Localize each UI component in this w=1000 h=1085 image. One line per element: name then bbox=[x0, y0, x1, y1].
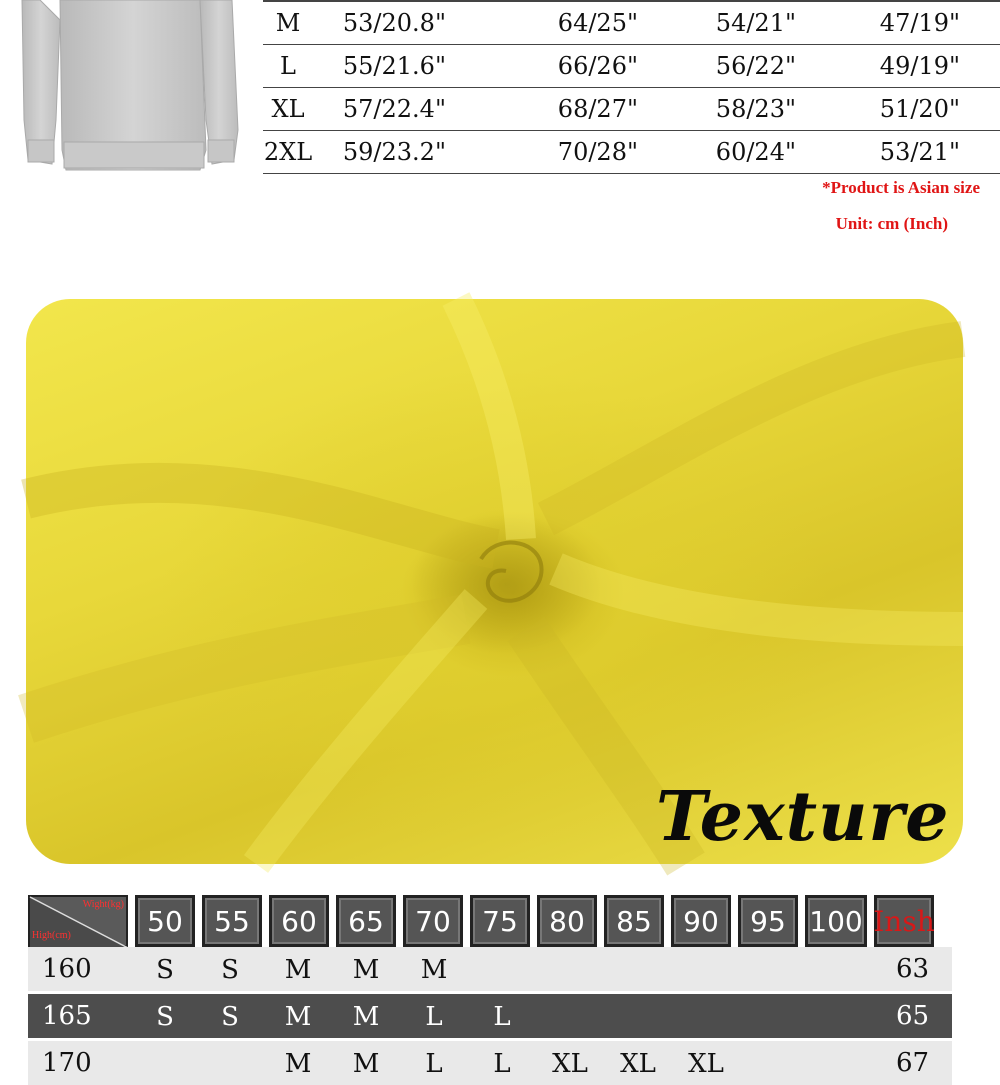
recommendation-row bbox=[28, 994, 952, 1038]
size-cell: M bbox=[284, 1049, 312, 1079]
size-cell: M bbox=[352, 955, 380, 985]
size-cell: XL bbox=[688, 1049, 724, 1079]
corner-diagonal-cell bbox=[28, 895, 128, 947]
measurement-cell: 66/26" bbox=[557, 52, 638, 80]
recommendation-row bbox=[28, 1041, 952, 1085]
weight-header-cell: 60 bbox=[269, 895, 329, 947]
inch-header-cell: Insh bbox=[874, 895, 934, 947]
weight-axis-label: Wight(kg) bbox=[82, 899, 124, 910]
size-cell: L bbox=[493, 1002, 511, 1032]
size-cell: L bbox=[425, 1002, 443, 1032]
fabric-texture-photo bbox=[26, 299, 963, 864]
weight-header-cell: 75 bbox=[470, 895, 530, 947]
height-cell: 160 bbox=[42, 954, 92, 984]
measurement-cell: 54/21" bbox=[715, 9, 796, 37]
recommendation-row bbox=[28, 947, 952, 991]
size-row bbox=[263, 131, 1000, 174]
size-row bbox=[263, 2, 1000, 45]
weight-header-cell: 90 bbox=[671, 895, 731, 947]
inch-cell: 67 bbox=[896, 1048, 930, 1078]
weight-header-cell: 80 bbox=[537, 895, 597, 947]
weight-header-cell: 70 bbox=[403, 895, 463, 947]
unit-note: Unit: cm (Inch) bbox=[835, 214, 948, 233]
measurement-cell: 49/19" bbox=[879, 52, 960, 80]
size-label: M bbox=[275, 9, 301, 37]
size-cell: XL bbox=[620, 1049, 656, 1079]
height-cell: 165 bbox=[42, 1001, 92, 1031]
size-cell: S bbox=[221, 1002, 239, 1032]
size-cell: M bbox=[352, 1002, 380, 1032]
measurement-cell: 64/25" bbox=[557, 9, 638, 37]
weight-header-cell: 55 bbox=[202, 895, 262, 947]
weight-header-cell: 100 bbox=[805, 895, 867, 947]
measurement-cell: 70/28" bbox=[557, 138, 638, 166]
measurement-cell: 57/22.4" bbox=[342, 95, 446, 123]
measurement-cell: 58/23" bbox=[715, 95, 796, 123]
inch-cell: 63 bbox=[896, 954, 930, 984]
measurement-cell: 68/27" bbox=[557, 95, 638, 123]
weight-header-cell: 85 bbox=[604, 895, 664, 947]
size-label: 2XL bbox=[263, 138, 313, 166]
measurement-cell: 55/21.6" bbox=[342, 52, 446, 80]
inch-cell: 65 bbox=[896, 1001, 930, 1031]
size-label: L bbox=[280, 52, 296, 80]
size-cell: L bbox=[493, 1049, 511, 1079]
measurement-cell: 59/23.2" bbox=[342, 138, 446, 166]
size-cell: XL bbox=[552, 1049, 588, 1079]
size-chart-table bbox=[263, 0, 1000, 174]
size-cell: S bbox=[156, 1002, 174, 1032]
size-cell: M bbox=[352, 1049, 380, 1079]
weight-header-cell: 95 bbox=[738, 895, 798, 947]
size-cell: S bbox=[221, 955, 239, 985]
measurement-cell: 51/20" bbox=[879, 95, 960, 123]
size-cell: L bbox=[425, 1049, 443, 1079]
weight-header-cell: 50 bbox=[135, 895, 195, 947]
size-cell: M bbox=[284, 955, 312, 985]
asian-size-note: *Product is Asian size bbox=[822, 178, 980, 197]
size-cell: S bbox=[156, 955, 174, 985]
size-cell: M bbox=[284, 1002, 312, 1032]
measurement-cell: 53/21" bbox=[879, 138, 960, 166]
size-row bbox=[263, 88, 1000, 131]
size-cell: M bbox=[420, 955, 448, 985]
sweatshirt-image bbox=[0, 0, 250, 172]
weight-header-row bbox=[28, 895, 934, 947]
height-cell: 170 bbox=[42, 1048, 92, 1078]
size-label: XL bbox=[271, 95, 305, 123]
measurement-cell: 53/20.8" bbox=[342, 9, 446, 37]
weight-header-cell: 65 bbox=[336, 895, 396, 947]
size-row bbox=[263, 45, 1000, 88]
measurement-cell: 56/22" bbox=[715, 52, 796, 80]
height-axis-label: High(cm) bbox=[32, 930, 71, 941]
measurement-cell: 60/24" bbox=[715, 138, 796, 166]
texture-label: Texture bbox=[656, 777, 950, 857]
measurement-cell: 47/19" bbox=[879, 9, 960, 37]
